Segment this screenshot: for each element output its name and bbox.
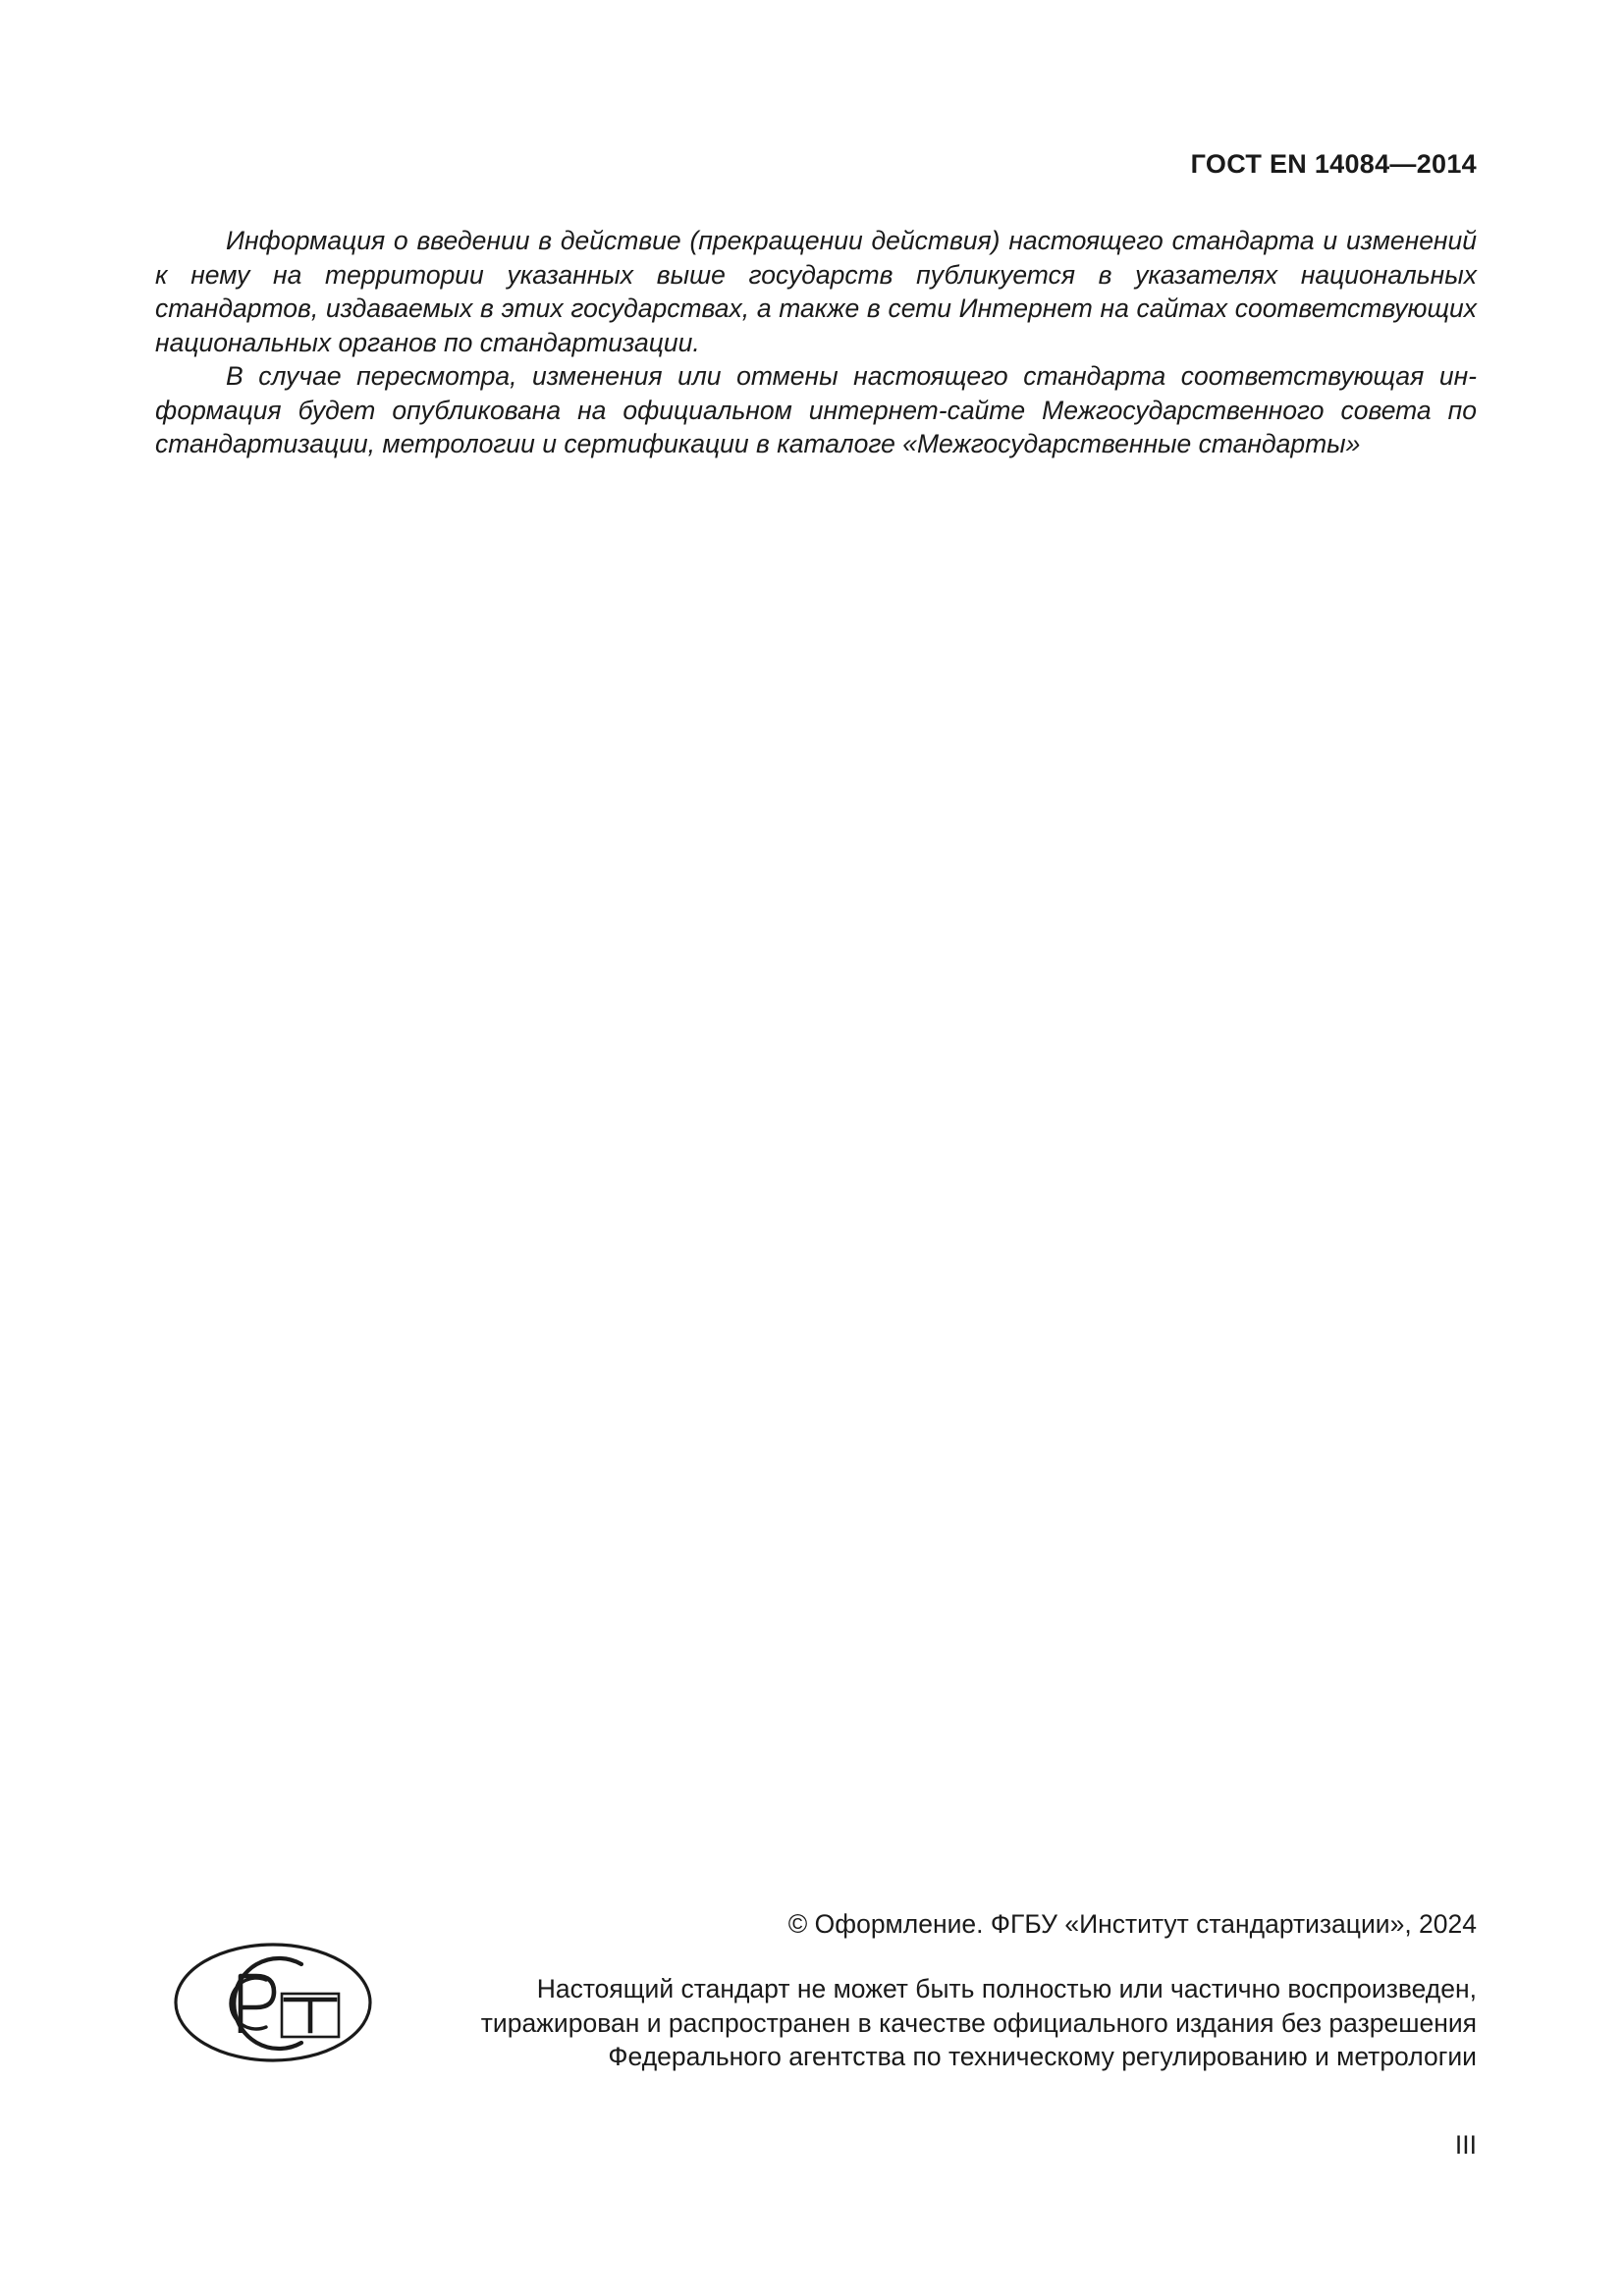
body-text xyxy=(155,224,1477,461)
page-number: III xyxy=(1454,2130,1477,2160)
paragraph-revision-notice: В случае пересмотра, изменения или отмены настоящего стандарта соответствующая информация будет опубликована на официальном интернет-сайте Межгосударственного совета по стандартизации, метрологии и сертификации в каталоге «Межгосударственные стандарты» xyxy=(155,361,1477,458)
notice-line: тиражирован и распространен в качестве официального издания без разрешения xyxy=(480,2007,1477,2038)
notice-line: Федерального агентства по техническому регулированию и метрологии xyxy=(608,2042,1477,2071)
paragraph-info-introduction: Информация о введении в действие (прекращении действия) настоящего стандарта и изменений к нему на территории указанных выше государств публикуется в указателях национальных стандартов, издаваемых в этих государствах, а также в сети Интернет на сайтах соответствующих национальных органов по стандартизации. xyxy=(155,226,1477,357)
rst-certification-mark-icon xyxy=(172,1941,374,2064)
document-code-header: ГОСТ EN 14084—2014 xyxy=(1190,149,1477,179)
reproduction-notice xyxy=(416,1972,1477,2074)
copyright-line: © Оформление. ФГБУ «Институт стандартизации», 2024 xyxy=(787,1909,1477,1939)
notice-line: Настоящий стандарт не может быть полностью или частично воспроизведен, xyxy=(536,1974,1477,2003)
